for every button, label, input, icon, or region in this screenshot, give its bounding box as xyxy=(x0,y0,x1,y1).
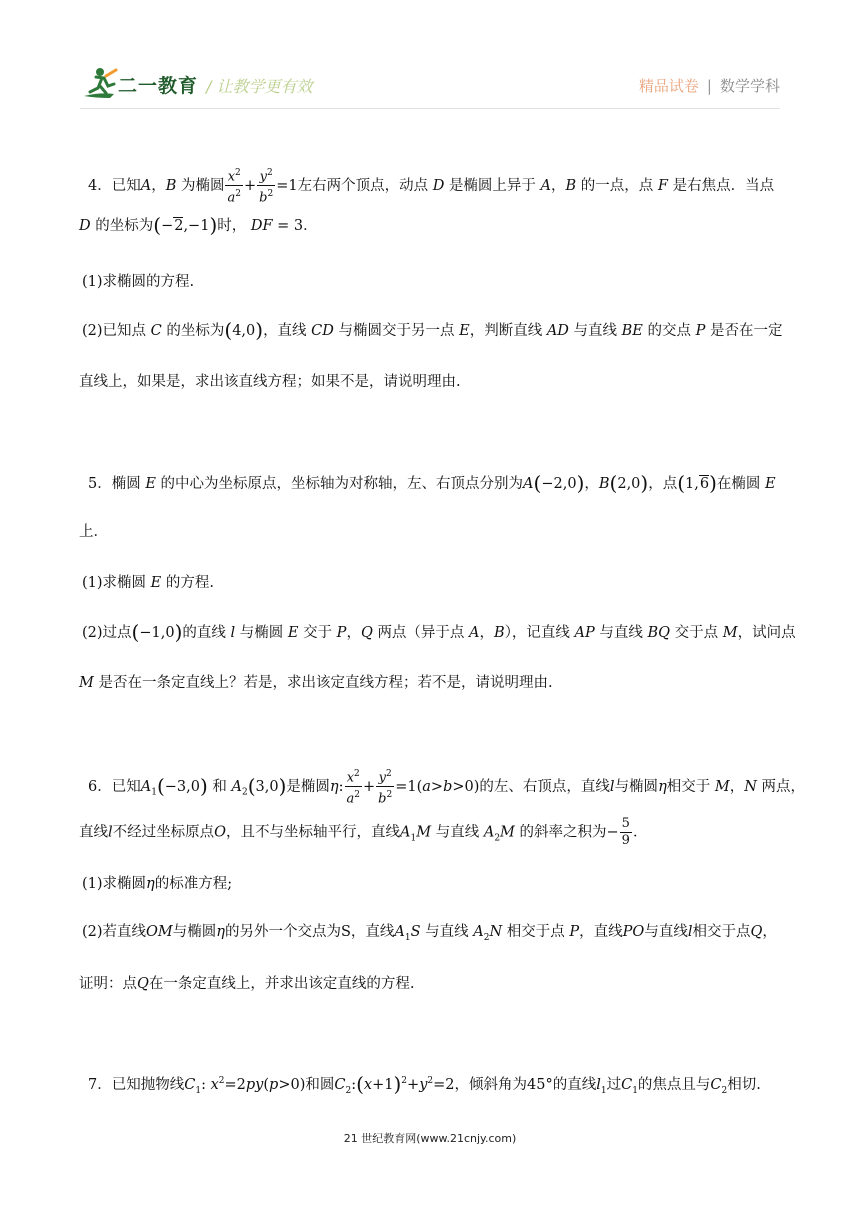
problem-4-question-2-cont: 直线上，如果是，求出该直线方程；如果不是，请说明理由. xyxy=(79,374,461,390)
brand-label: 精品试卷 xyxy=(638,77,699,95)
subject-label: 数学学科 xyxy=(719,77,780,95)
problem-5-question-2: (2)过点(−1,0)的直线 l 与椭圆 E 交于 P，Q 两点（异于点 A，B），记直线 AP 与直线 BQ 交于点 M，试问点 xyxy=(82,620,796,644)
problem-6-question-2-cont: 证明：点Q在一条定直线上，并求出该定直线的方程. xyxy=(79,976,415,992)
header-separator: | xyxy=(706,77,712,95)
problem-5-question-1: (1)求椭圆 E 的方程. xyxy=(82,575,214,591)
problem-7-line-1: 7．已知抛物线$C_1$: $x^2=2py(p>0)$和圆$C_2:(x+1)^2+y^2=2$，倾斜角为45°的直线$l_1$过$C_1$的焦点且与$C_2$相切. xyxy=(88,1072,761,1096)
logo-text: 二一教育 xyxy=(118,75,199,97)
page-header xyxy=(0,0,860,110)
problem-4-question-1: (1)求椭圆的方程. xyxy=(82,274,195,290)
problem-4-line-2: D 的坐标为(−2,−1)时， DF = 3． xyxy=(79,213,318,237)
problem-5-line-2: 上． xyxy=(79,524,108,540)
slogan: / 让教学更有效 xyxy=(206,77,313,96)
header-right xyxy=(639,75,780,96)
problem-5-question-2-cont: M 是否在一条定直线上？若是，求出该定直线方程；若不是，请说明理由. xyxy=(79,675,553,691)
problem-5-line-1: 5．椭圆 E 的中心为坐标原点，坐标轴为对称轴，左、右顶点分别为A(−2,0)，B(2,0)，点(1,6)在椭圆 E xyxy=(88,471,776,495)
problem-6-line-1: 6．已知$A_1(-3,0)$ 和 $A_2(3,0)$是椭圆η: $\frac{x^2}{a^2}$ + $\frac{y^2}{b^2}$ =1(a>b>0)的左、右顶点，直线l与椭圆η相交于 M，N 两点， xyxy=(88,766,805,808)
header-divider xyxy=(80,108,780,109)
problem-6-question-2: (2)若直线OM与椭圆η的另外一个交点为S，直线$A_1S$ 与直线 $A_2N$ 相交于点 P，直线PO与直线l相交于点Q， xyxy=(82,924,777,943)
page-footer: 21 世纪教育网(www.21cnjy.com) xyxy=(343,1132,517,1145)
problem-4-line-1: 4．已知A，B 为椭圆 $\frac{x^2}{a^2}$ + $\frac{y^2}{b^2}$ =1左右两个顶点，动点 D 是椭圆上异于 A，B 的一点，点 F 是右焦点．当点 xyxy=(88,165,774,207)
problem-6-line-2: 直线l不经过坐标原点O，且不与坐标轴平行，直线$A_1M$ 与直线 $A_2M$ 的斜率之积为− $\frac{5}{9}$ ． xyxy=(79,816,648,848)
problem-4-question-2: (2)已知点 C 的坐标为(4,0)，直线 CD 与椭圆交于另一点 E，判断直线 AD 与直线 BE 的交点 P 是否在一定 xyxy=(82,318,783,342)
problem-6-question-1: (1)求椭圆η的标准方程; xyxy=(82,876,233,892)
